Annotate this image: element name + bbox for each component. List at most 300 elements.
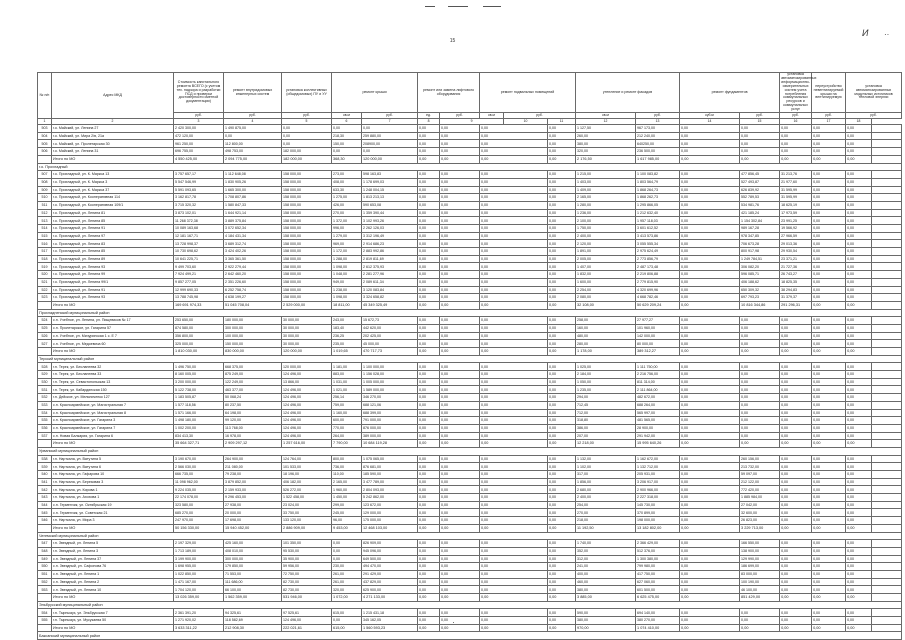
row-value: 0,00	[418, 248, 440, 256]
row-value: 113 768,00	[224, 424, 282, 432]
row-value: 565 997,00	[636, 409, 680, 417]
row-value: 205 931,00	[636, 471, 680, 479]
row-value: 0,00	[780, 155, 812, 163]
row-value: 29 930,54	[780, 248, 812, 256]
row-value: 0,00	[440, 217, 480, 225]
row-value: 3 199 900,00	[174, 555, 224, 563]
column-number: 13	[636, 119, 680, 125]
row-value: 1 403,00	[576, 178, 636, 186]
row-value: 736,00	[332, 463, 362, 471]
header-address: Адрес МКД	[52, 73, 174, 119]
row-value: 0,00	[846, 555, 872, 563]
row-number	[38, 155, 52, 163]
empty-cell	[872, 547, 902, 555]
row-value: 0,00	[418, 394, 440, 402]
row-value: 0,00	[418, 255, 440, 263]
row-value: 0,00	[418, 271, 440, 279]
table-row	[38, 263, 902, 271]
row-value: 82 730,00	[282, 586, 332, 594]
row-number: 528	[38, 363, 52, 371]
row-value: 1 832,00	[576, 271, 636, 279]
row-value: 0,00	[812, 209, 846, 217]
row-value: 124 496,00	[282, 617, 332, 625]
row-value: 83 000,00	[740, 570, 780, 578]
row-value: 4 320 699,96	[636, 286, 680, 294]
section-title: г.о. Прохладный	[38, 163, 902, 171]
row-value: 969,00	[332, 240, 362, 248]
row-value: 0,00	[680, 263, 740, 271]
row-address: Итого по МО	[52, 348, 174, 356]
row-value: 0,00	[812, 225, 846, 233]
row-value: 182 000,00	[282, 148, 332, 156]
table-row	[38, 394, 902, 402]
row-value: 0,00	[846, 524, 872, 532]
row-value: 0,00	[780, 517, 812, 525]
row-value: 0,00	[740, 394, 780, 402]
row-value: 356 800,00	[174, 332, 224, 340]
row-value: 0,00	[480, 225, 548, 233]
row-value: 0,00	[846, 294, 872, 302]
row-value: 5 122 738,00	[174, 386, 224, 394]
row-value: 35 900,00	[282, 555, 332, 563]
row-number: 521	[38, 278, 52, 286]
row-value: 150 000,00	[224, 340, 282, 348]
row-value: 0,00	[548, 178, 576, 186]
row-value: 0,00	[548, 486, 576, 494]
row-value: 0,00	[812, 140, 846, 148]
row-number	[38, 624, 52, 632]
row-value: 0,00	[418, 440, 440, 448]
row-address: г.п. Нарткала, ул. Березовая 3	[52, 478, 174, 486]
row-value: 7 924 499,21	[174, 271, 224, 279]
row-address: г.о. Прохладный, ул. Ленина 93	[52, 294, 174, 302]
row-number: 534	[38, 409, 52, 417]
row-value: 0,00	[846, 171, 872, 179]
header-row	[38, 73, 902, 113]
row-value: 0,00	[846, 509, 872, 517]
page-number: 15	[449, 38, 456, 44]
row-value: 0,00	[846, 209, 872, 217]
row-value: 949,00	[332, 278, 362, 286]
row-value: 0,00	[812, 471, 846, 479]
row-value: 183,40	[332, 324, 362, 332]
row-value: 2 400,00	[576, 494, 636, 502]
row-value: 0,00	[812, 132, 846, 140]
row-value: 649 500,00	[362, 555, 418, 563]
row-value: 0,00	[282, 140, 332, 148]
column-number: 8	[418, 119, 440, 125]
row-value: 0,00	[680, 340, 740, 348]
row-value: 0,00	[780, 409, 812, 417]
row-value: 531 946,00	[282, 594, 332, 602]
row-number: 535	[38, 417, 52, 425]
column-number: 7	[362, 119, 418, 125]
column-number: 18	[846, 119, 872, 125]
row-value: 0,00	[812, 348, 846, 356]
row-value: 0,00	[740, 340, 780, 348]
row-value: 2 922 279,44	[224, 263, 282, 271]
empty-cell	[872, 125, 902, 133]
row-value: 0,00	[812, 417, 846, 425]
row-value: 4 550 425,00	[174, 155, 224, 163]
row-value: 688 399,00	[362, 409, 418, 417]
row-number: 506	[38, 148, 52, 156]
row-value: 0,00	[680, 248, 740, 256]
row-value: 2 361 391,20	[174, 609, 224, 617]
empty-cell	[872, 455, 902, 463]
row-address: г.о. Прохладный, ул. К. Маркса 37	[52, 186, 174, 194]
row-number: 504	[38, 132, 52, 140]
row-value: 1 407,00	[576, 263, 636, 271]
row-value: 0,00	[780, 424, 812, 432]
row-value: 0,00	[480, 501, 548, 509]
row-value: 0,00	[812, 148, 846, 156]
row-value: 10 089 163,68	[174, 225, 224, 233]
table-row	[38, 409, 902, 417]
row-value: 0,00	[812, 494, 846, 502]
row-value: 0,00	[418, 140, 440, 148]
row-number: 512	[38, 209, 52, 217]
row-value: 28 900,00	[636, 424, 680, 432]
row-number: 514	[38, 225, 52, 233]
row-value: 0,00	[812, 301, 846, 309]
row-value: 0,00	[418, 524, 440, 532]
row-value: 241,00	[576, 563, 636, 571]
row-value: 0,00	[548, 255, 576, 263]
row-value: 0,00	[740, 401, 780, 409]
row-value: 0,00	[418, 594, 440, 602]
row-value: 1 577 118,56	[174, 401, 224, 409]
empty-cell	[872, 563, 902, 571]
row-value: 0,00	[780, 394, 812, 402]
row-value: 380,00	[576, 586, 636, 594]
row-number: 539	[38, 463, 52, 471]
row-value: 0,00	[480, 386, 548, 394]
row-address: г.о. Прохладный, ул. Ленина 97	[52, 232, 174, 240]
row-value: 11 192,50	[576, 524, 636, 532]
row-value: 0,00	[780, 617, 812, 625]
row-number: 529	[38, 371, 52, 379]
row-value: 0,00	[480, 148, 548, 156]
row-value: 0,00	[548, 286, 576, 294]
row-value: 0,00	[418, 171, 440, 179]
empty-cell	[872, 171, 902, 179]
row-value: 160,00	[576, 324, 636, 332]
total-row	[38, 348, 902, 356]
row-value: 0,00	[846, 570, 872, 578]
row-value: 791 000,00	[362, 417, 418, 425]
row-value: 16 978,00	[224, 432, 282, 440]
row-value: 0,00	[846, 409, 872, 417]
row-value: 9 453,00	[332, 524, 362, 532]
row-value: 59 097,00	[740, 471, 780, 479]
row-value: 800,00	[332, 455, 362, 463]
row-value: 0,00	[480, 263, 548, 271]
row-value: 0,00	[548, 232, 576, 240]
row-value: 38 294,83	[780, 286, 812, 294]
row-value: 600,00	[332, 417, 362, 425]
row-value: 1 372,00	[332, 217, 362, 225]
row-value: 13 788 745,98	[174, 294, 224, 302]
row-value: 2 254,00	[576, 286, 636, 294]
row-value: 0,00	[480, 471, 548, 479]
row-value: 0,00	[548, 424, 576, 432]
unit-cell: кв.м	[480, 113, 504, 119]
row-value: 2 094 775,00	[224, 155, 282, 163]
row-value: 0,00	[740, 617, 780, 625]
column-number: 10	[504, 119, 548, 125]
row-number: 517	[38, 248, 52, 256]
row-value: 9 857 277,05	[174, 278, 224, 286]
row-value: 258,00	[576, 317, 636, 325]
empty-cell	[872, 617, 902, 625]
row-value: 207,00	[576, 432, 636, 440]
row-value: 0,00	[846, 378, 872, 386]
row-value: 0,00	[418, 540, 440, 548]
row-value: 3 072 652,34	[224, 225, 282, 233]
row-value: 1 072,00	[332, 594, 362, 602]
row-value: 0,00	[812, 463, 846, 471]
row-value: 4 638 199,27	[224, 294, 282, 302]
row-value: 0,00	[812, 555, 846, 563]
row-value: 0,00	[548, 225, 576, 233]
row-value: 0,00	[780, 324, 812, 332]
row-value: 0,00	[780, 524, 812, 532]
row-value: 0,00	[548, 517, 576, 525]
table-row	[38, 225, 902, 233]
row-value: 2 165,00	[576, 194, 636, 202]
row-value: 0,00	[740, 125, 780, 133]
column-number: 5	[282, 119, 332, 125]
row-number: 533	[38, 401, 52, 409]
row-value: 0,00	[480, 624, 548, 632]
row-value: 1 562 359,00	[224, 594, 282, 602]
row-value: 0,00	[418, 471, 440, 479]
row-value: 0,00	[440, 340, 480, 348]
row-value: 158 000,00	[282, 232, 332, 240]
row-value: 1 409,00	[576, 186, 636, 194]
row-value: 138 900,00	[740, 547, 780, 555]
row-address: г.о. Прохладный, ул. К. Маркса 13	[52, 171, 174, 179]
row-value: 21 727,36	[780, 263, 812, 271]
row-value: 0,00	[812, 332, 846, 340]
row-value: 0,00	[418, 401, 440, 409]
row-number: 510	[38, 194, 52, 202]
row-value: 133 120,00	[282, 517, 332, 525]
row-value: 0,00	[680, 563, 740, 571]
empty-cell	[872, 463, 902, 471]
row-value: 0,00	[680, 324, 740, 332]
row-number: 520	[38, 271, 52, 279]
row-value: 0,00	[846, 586, 872, 594]
row-value: 0,00	[846, 248, 872, 256]
total-row	[38, 524, 902, 532]
row-value: 0,00	[812, 178, 846, 186]
row-value: 10 684 119,28	[362, 440, 418, 448]
row-value: 0,00	[548, 401, 576, 409]
row-value: 1 100 083,82	[636, 171, 680, 179]
empty-cell	[872, 278, 902, 286]
row-value: 1 022 850,00	[174, 570, 224, 578]
row-value: 1 156 028,00	[362, 371, 418, 379]
row-value: 0,00	[480, 578, 548, 586]
row-value: 0,00	[440, 547, 480, 555]
empty-cell	[872, 570, 902, 578]
row-address: Итого по МО	[52, 301, 174, 309]
row-value: 0,00	[548, 463, 576, 471]
row-value: 442 620,00	[362, 324, 418, 332]
empty-cell	[872, 348, 902, 356]
row-value: 0,00	[418, 132, 440, 140]
row-number: 536	[38, 424, 52, 432]
row-number: 546	[38, 517, 52, 525]
row-value: 256,14	[332, 394, 362, 402]
row-value: 0,00	[418, 509, 440, 517]
row-value: 0,00	[480, 209, 548, 217]
table-row	[38, 378, 902, 386]
row-value: 30 000,00	[282, 332, 332, 340]
row-value: 0,00	[846, 271, 872, 279]
row-value: 0,00	[680, 401, 740, 409]
row-value: 23 991,25	[780, 217, 812, 225]
row-value: 13 182 802,00	[636, 524, 680, 532]
row-value: 0,00	[740, 155, 780, 163]
row-value: 0,00	[440, 386, 480, 394]
table-row	[38, 547, 902, 555]
row-value: 0,00	[548, 148, 576, 156]
row-value: 1 830 905,26	[224, 178, 282, 186]
row-value: 406 188,62	[740, 278, 780, 286]
row-value: 0,00	[812, 155, 846, 163]
row-value: 5 547 546,99	[174, 178, 224, 186]
row-value: 400,00	[576, 570, 636, 578]
row-value: 0,00	[680, 225, 740, 233]
row-value: 2 612 375,93	[362, 263, 418, 271]
row-value: 0,00	[418, 363, 440, 371]
row-address: г.п. Нарткала, ул. Мира 3	[52, 517, 174, 525]
row-value: 50 156 330,00	[174, 524, 224, 532]
row-value: 26 743,27	[780, 271, 812, 279]
row-value: 0,00	[332, 555, 362, 563]
row-value: 35 664 327,71	[174, 440, 224, 448]
row-value: 0,00	[548, 132, 576, 140]
row-value: 158 000,00	[282, 263, 332, 271]
row-value: 0,00	[780, 494, 812, 502]
row-value: 0,00	[846, 132, 872, 140]
row-value: 800 917,98	[740, 248, 780, 256]
row-value: 27 977,27	[636, 317, 680, 325]
row-value: 596 085,71	[740, 271, 780, 279]
row-value: 0,00	[440, 332, 480, 340]
row-value: 211 080,00	[224, 463, 282, 471]
row-value: 1 132 712,00	[636, 463, 680, 471]
row-value: 1 856,00	[576, 478, 636, 486]
top-rule-right	[483, 6, 501, 7]
row-value: 129 990,00	[740, 555, 780, 563]
row-value: 0,00	[548, 617, 576, 625]
row-value: 0,00	[846, 278, 872, 286]
table-row	[38, 271, 902, 279]
row-value: 300 000,00	[224, 555, 282, 563]
row-address: г.о. Майский, ул. Ленина 31	[52, 148, 174, 156]
row-value: 66 100,00	[224, 586, 282, 594]
row-value: 1 750,00	[576, 225, 636, 233]
row-number: 532	[38, 394, 52, 402]
row-value: 1 810 030,00	[174, 348, 224, 356]
unit-cell: руб.	[362, 113, 418, 119]
row-value: 0,00	[440, 609, 480, 617]
row-number	[38, 524, 52, 532]
empty-cell	[872, 225, 902, 233]
table-row	[38, 617, 902, 625]
row-value: 0,00	[480, 248, 548, 256]
row-value: 0,00	[480, 332, 548, 340]
row-value: 124 496,00	[282, 424, 332, 432]
empty-cell	[872, 340, 902, 348]
row-value: 0,00	[846, 371, 872, 379]
empty-cell	[872, 494, 902, 502]
row-value: 8 160 005,00	[174, 371, 224, 379]
row-value: 2 089 611,34	[362, 278, 418, 286]
row-address: г.о. Прохладный, ул. Ленина 89	[52, 255, 174, 263]
row-value: 480,00	[576, 332, 636, 340]
row-number: 542	[38, 486, 52, 494]
row-value: 1 740,00	[576, 540, 636, 548]
row-value: 12 999 690,33	[174, 286, 224, 294]
row-value: 64 198,00	[224, 409, 282, 417]
row-value: 27 938,00	[224, 501, 282, 509]
table-row	[38, 509, 902, 517]
row-value: 0,00	[418, 432, 440, 440]
row-value: 0,00	[418, 286, 440, 294]
row-value: 0,00	[418, 194, 440, 202]
row-value: 772 420,00	[740, 486, 780, 494]
row-value: 0,00	[680, 463, 740, 471]
row-number: 522	[38, 286, 52, 294]
row-value: 0,00	[332, 148, 362, 156]
row-value: 72 750,00	[282, 570, 332, 578]
row-value: 0,00	[846, 301, 872, 309]
table-row	[38, 217, 902, 225]
row-value: 2 176,50	[576, 155, 636, 163]
row-value: 0,00	[780, 586, 812, 594]
row-value: 0,00	[418, 225, 440, 233]
row-value: 0,00	[440, 455, 480, 463]
row-value: 0,00	[480, 232, 548, 240]
row-value: 0,00	[780, 509, 812, 517]
row-value: 0,00	[440, 509, 480, 517]
row-value: 0,00	[680, 509, 740, 517]
row-value: 82 730,00	[282, 578, 332, 586]
row-number: 509	[38, 186, 52, 194]
row-value: 2 529 000,00	[282, 301, 332, 309]
row-value: 1 279,00	[332, 232, 362, 240]
table-row	[38, 478, 902, 486]
row-value: 0,00	[680, 155, 740, 163]
row-value: 1 248 004,15	[362, 186, 418, 194]
row-value: 6 252 758,74	[224, 286, 282, 294]
row-value: 1 132,00	[576, 455, 636, 463]
unit-cell: руб.	[440, 113, 480, 119]
row-value: 1 019,65	[332, 348, 362, 356]
row-value: 0,00	[846, 455, 872, 463]
row-value: 874 580,00	[174, 324, 224, 332]
row-value: 417 750,00	[636, 570, 680, 578]
row-value: 0,00	[812, 432, 846, 440]
row-value: 158 000,00	[282, 286, 332, 294]
section-row	[38, 601, 902, 609]
row-value: 222 021,61	[282, 624, 332, 632]
